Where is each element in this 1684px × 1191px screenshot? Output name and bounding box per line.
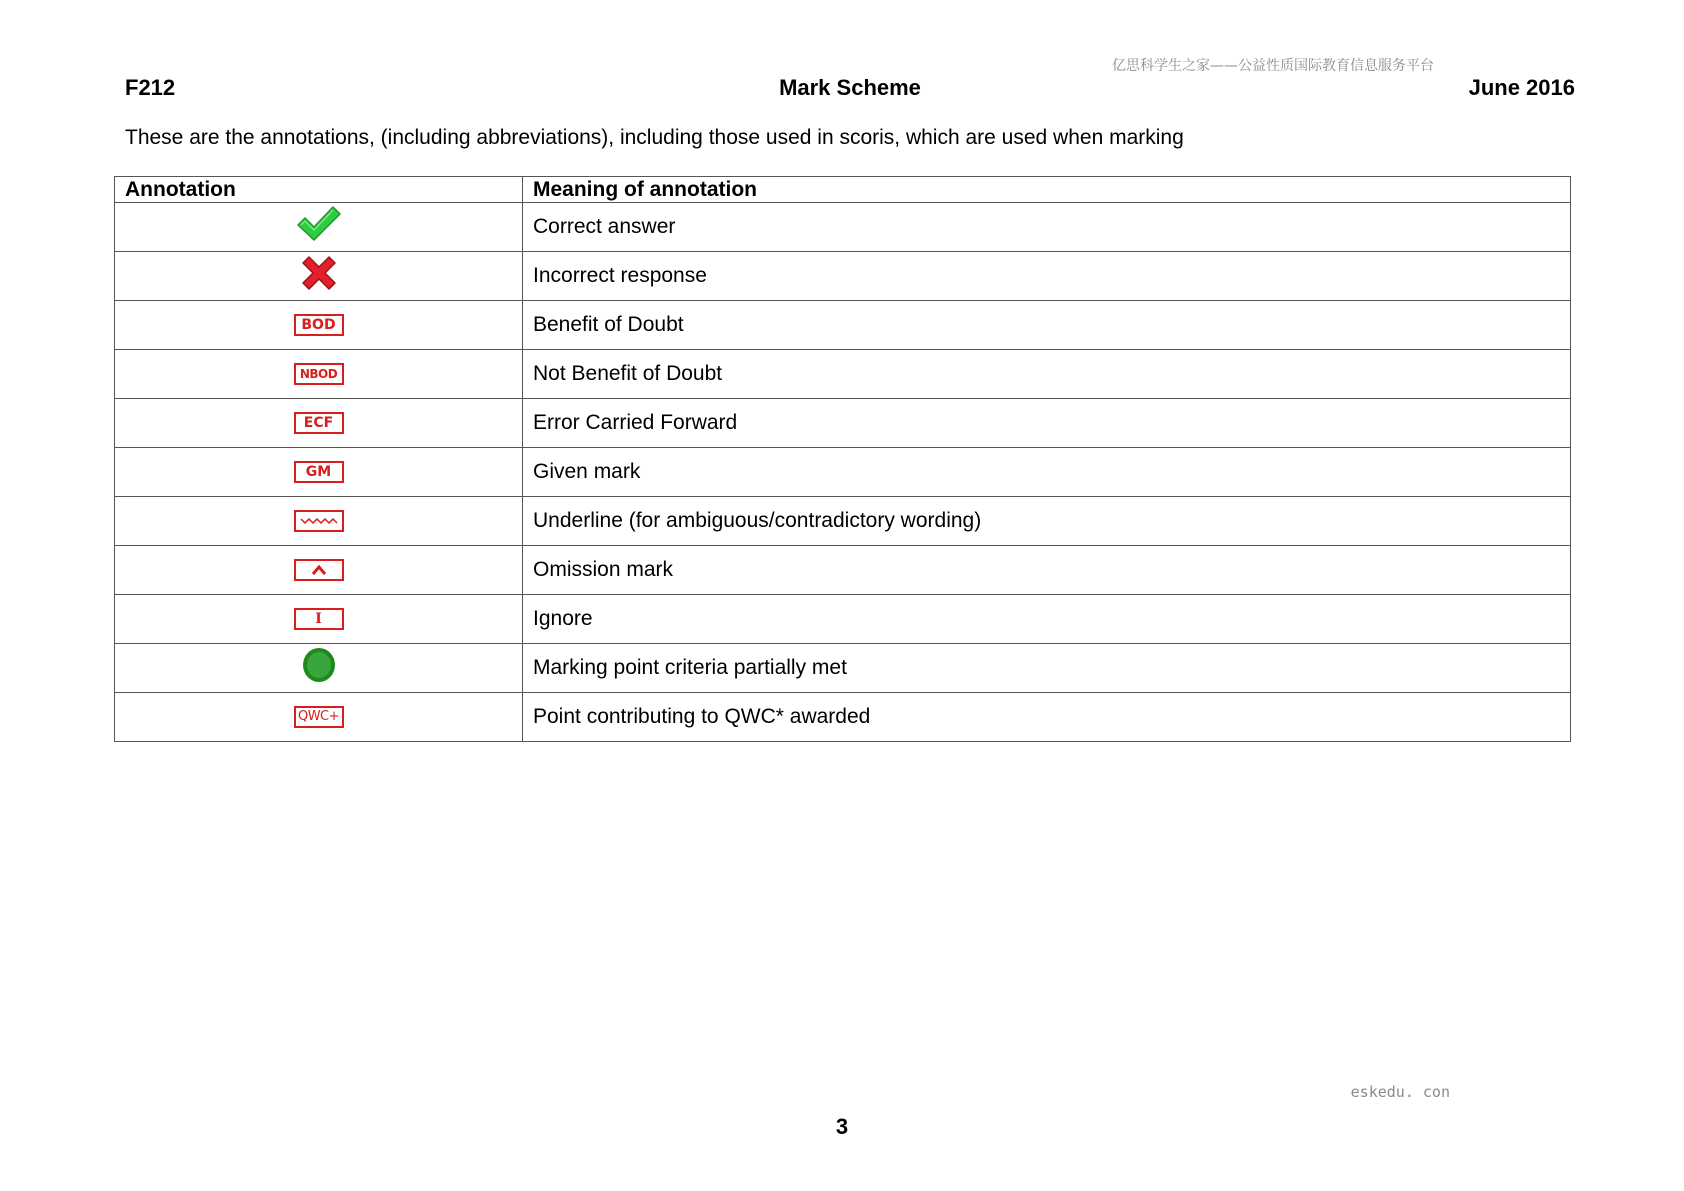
column-header-annotation: Annotation [115, 177, 523, 203]
meaning-cell: Marking point criteria partially met [523, 644, 1571, 693]
ecf-icon: ECF [294, 412, 344, 434]
table-row [115, 448, 1571, 497]
table-row [115, 203, 1571, 252]
annotation-cell [115, 399, 523, 448]
table-row [115, 350, 1571, 399]
column-header-meaning: Meaning of annotation [523, 177, 1571, 203]
meaning-cell: Correct answer [523, 203, 1571, 252]
underline-wavy-icon [294, 510, 344, 532]
annotations-table [114, 176, 1571, 742]
annotation-cell [115, 252, 523, 301]
table-row [115, 546, 1571, 595]
table-row [115, 693, 1571, 742]
omission-caret-icon [294, 559, 344, 581]
meaning-cell: Ignore [523, 595, 1571, 644]
gm-icon: GM [294, 461, 344, 483]
paper-code: F212 [125, 75, 176, 100]
table-header-row [115, 177, 1571, 203]
meaning-cell: Error Carried Forward [523, 399, 1571, 448]
green-circle-icon [301, 646, 337, 690]
watermark-top: 亿思科学生之家——公益性质国际教育信息服务平台 [1112, 58, 1434, 74]
meaning-cell: Given mark [523, 448, 1571, 497]
annotation-cell [115, 693, 523, 742]
qwc-plus-icon: QWC+ [294, 706, 344, 728]
meaning-cell: Not Benefit of Doubt [523, 350, 1571, 399]
annotation-cell [115, 546, 523, 595]
meaning-cell: Point contributing to QWC* awarded [523, 693, 1571, 742]
annotation-cell [115, 203, 523, 252]
table-row [115, 399, 1571, 448]
table-row [115, 252, 1571, 301]
watermark-bottom: eskedu. con [1350, 1083, 1450, 1101]
ignore-icon: I [294, 608, 344, 630]
red-cross-icon [299, 254, 339, 298]
annotation-cell [115, 350, 523, 399]
annotation-cell [115, 301, 523, 350]
annotation-cell [115, 644, 523, 693]
meaning-cell: Underline (for ambiguous/contradictory wording) [523, 497, 1571, 546]
page-header [125, 75, 1575, 101]
intro-text: These are the annotations, (including abbreviations), including those used in scoris, which are used when marking [125, 126, 1184, 149]
document-title: Mark Scheme [779, 75, 921, 100]
table-row [115, 301, 1571, 350]
meaning-cell: Benefit of Doubt [523, 301, 1571, 350]
meaning-cell: Omission mark [523, 546, 1571, 595]
page-number: 3 [835, 1114, 849, 1139]
table-row [115, 497, 1571, 546]
meaning-cell: Incorrect response [523, 252, 1571, 301]
exam-date: June 2016 [1468, 75, 1575, 100]
bod-icon: BOD [294, 314, 344, 336]
green-tick-icon [295, 203, 343, 251]
table-row [115, 644, 1571, 693]
annotation-cell [115, 448, 523, 497]
table-row [115, 595, 1571, 644]
annotation-cell [115, 595, 523, 644]
annotation-cell [115, 497, 523, 546]
nbod-icon: NBOD [294, 363, 344, 385]
